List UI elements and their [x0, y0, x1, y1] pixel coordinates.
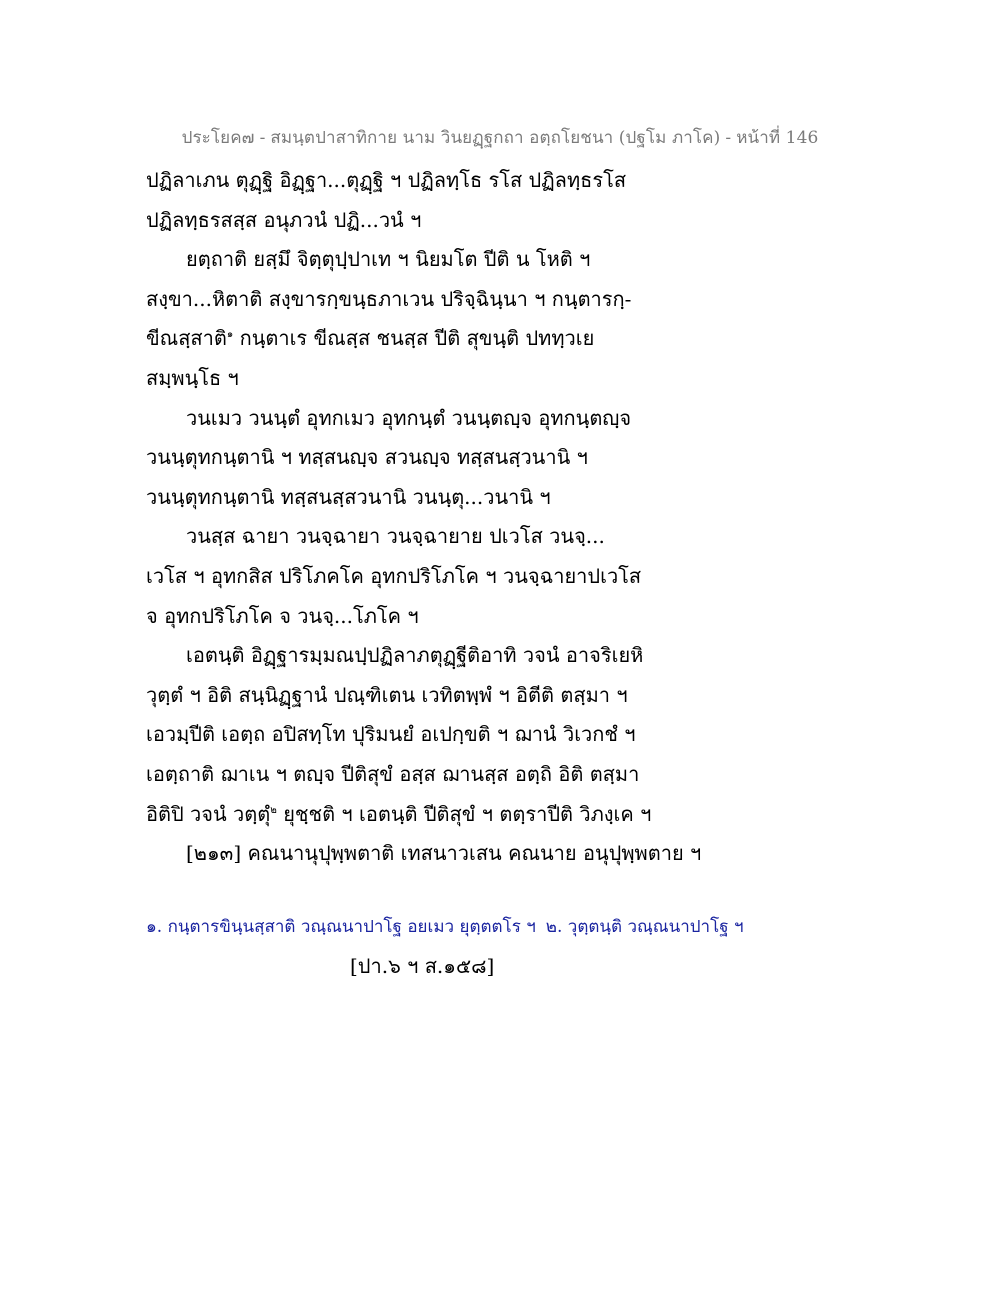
text-line: สมฺพนฺโธ ฯ	[146, 365, 239, 390]
footnote-1: ๑. กนฺตารขินฺนสฺสาติ วณฺณนาปาโฐ อยเมว ยุตฺตตโร ฯ	[146, 917, 536, 937]
text-segment: ขีณสฺสาติ	[146, 326, 227, 351]
text-line: เอตฺถาติ ฌาเน ฯ ตญฺจ ปีติสุขํ อสฺส ฌานสฺส อตฺถิ อิติ ตสฺมา	[146, 761, 640, 786]
text-line: เวโส ฯ อุทกสิส ปริโภคโค อุทกปริโภโค ฯ วนจฺฉายาปเวโส	[146, 563, 642, 588]
text-line	[146, 795, 866, 835]
text-line: ปฏิลาเภน ตุฏฺฐิ อิฏฺฐา...ตุฏฺฐิ ฯ ปฏิลทฺโธ รโส ปฏิลทฺธรโส	[146, 168, 627, 192]
text-line: เอวมฺปีติ เอตฺถ อปิสทฺโท ปุริมนยํ อเปกฺขติ ฯ ฌานํ วิเวกชํ ฯ	[146, 722, 636, 747]
footnote-2: ๒. วุตฺตนฺติ วณฺณนาปาโฐ ฯ	[545, 917, 744, 937]
text-line: [๒๑๓] คณนานุปุพฺพตาติ เทสนาวเสน คณนาย อนุปุพฺพตาย ฯ	[186, 841, 702, 866]
footnote-mark: ๒	[270, 804, 277, 816]
text-line: เอตนฺติ อิฏฺฐารมฺมณปฺปฏิลาภตุฏฺฐีติอาทิ วจนํ อาจริเยหิ	[186, 643, 644, 668]
main-text	[146, 161, 866, 874]
text-line: วนนฺตุทกนฺตานิ ทสฺสนสฺสวนานิ วนนฺตุ...วนานิ ฯ	[146, 484, 551, 509]
footnote-mark: ๑	[226, 329, 234, 341]
text-line: วุตฺตํ ฯ อิติ สนฺนิฏฺฐานํ ปณฺฑิเตน เวทิตพฺพํ ฯ อิตีติ ตสฺมา ฯ	[146, 682, 628, 707]
header-page-number: หน้าที่ 146	[736, 128, 819, 148]
header-sentence: ประโยค๗	[181, 128, 255, 148]
text-line: วนเมว วนนฺตํ อุทกเมว อุทกนฺตํ วนนฺตญฺจ อุทกนฺตญฺจ	[186, 405, 632, 430]
header-book-title: สมนฺตปาสาทิกาย นาม วินยฏฺฐกถา อตฺถโยชนา (ปฐโม ภาโค)	[270, 128, 721, 148]
text-segment: อิติปิ วจนํ วตฺตุํ	[146, 801, 271, 826]
text-line: วนนฺตุทกนฺตานิ ฯ ทสฺสนญฺจ สวนญฺจ ทสฺสนสฺวนานิ ฯ	[146, 445, 588, 470]
text-line: วนสฺส ฉายา วนจฺฉายา วนจฺฉายาย ปเวโส วนจฺ...	[186, 524, 605, 549]
text-line: ปฏิลทฺธรสสฺส อนุภวนํ ปฏิ...วนํ ฯ	[146, 207, 422, 232]
text-segment: ยุชฺชติ ฯ เอตนฺติ ปีติสุขํ ฯ ตตฺราปีติ วิภงฺเค ฯ	[283, 801, 652, 826]
footnotes	[146, 912, 744, 942]
text-line: สงฺขา...หิตาติ สงฺขารกฺขนฺธภาเวน ปริจฺฉินฺนา ฯ กนฺตารกฺ-	[146, 286, 632, 311]
text-segment: กนฺตาเร ขีณสฺส ชนสฺส ปีติ สุขนฺติ ปททฺวเย	[239, 326, 595, 351]
page-reference: [ปา.๖ ฯ ส.๑๕๘]	[350, 954, 495, 978]
running-header: ประโยค๗ - สมนฺตปาสาทิกาย นาม วินยฏฺฐกถา อตฺถโยชนา (ปฐโม ภาโค) - หน้าที่ 146	[181, 128, 819, 148]
text-line: จ อุทกปริโภโค จ วนจฺ...โภโค ฯ	[146, 603, 419, 628]
text-line: ยตฺถาติ ยสฺมึ จิตฺตุปฺปาเท ฯ นิยมโต ปีติ น โหติ ฯ	[186, 247, 591, 272]
text-line	[146, 319, 866, 359]
